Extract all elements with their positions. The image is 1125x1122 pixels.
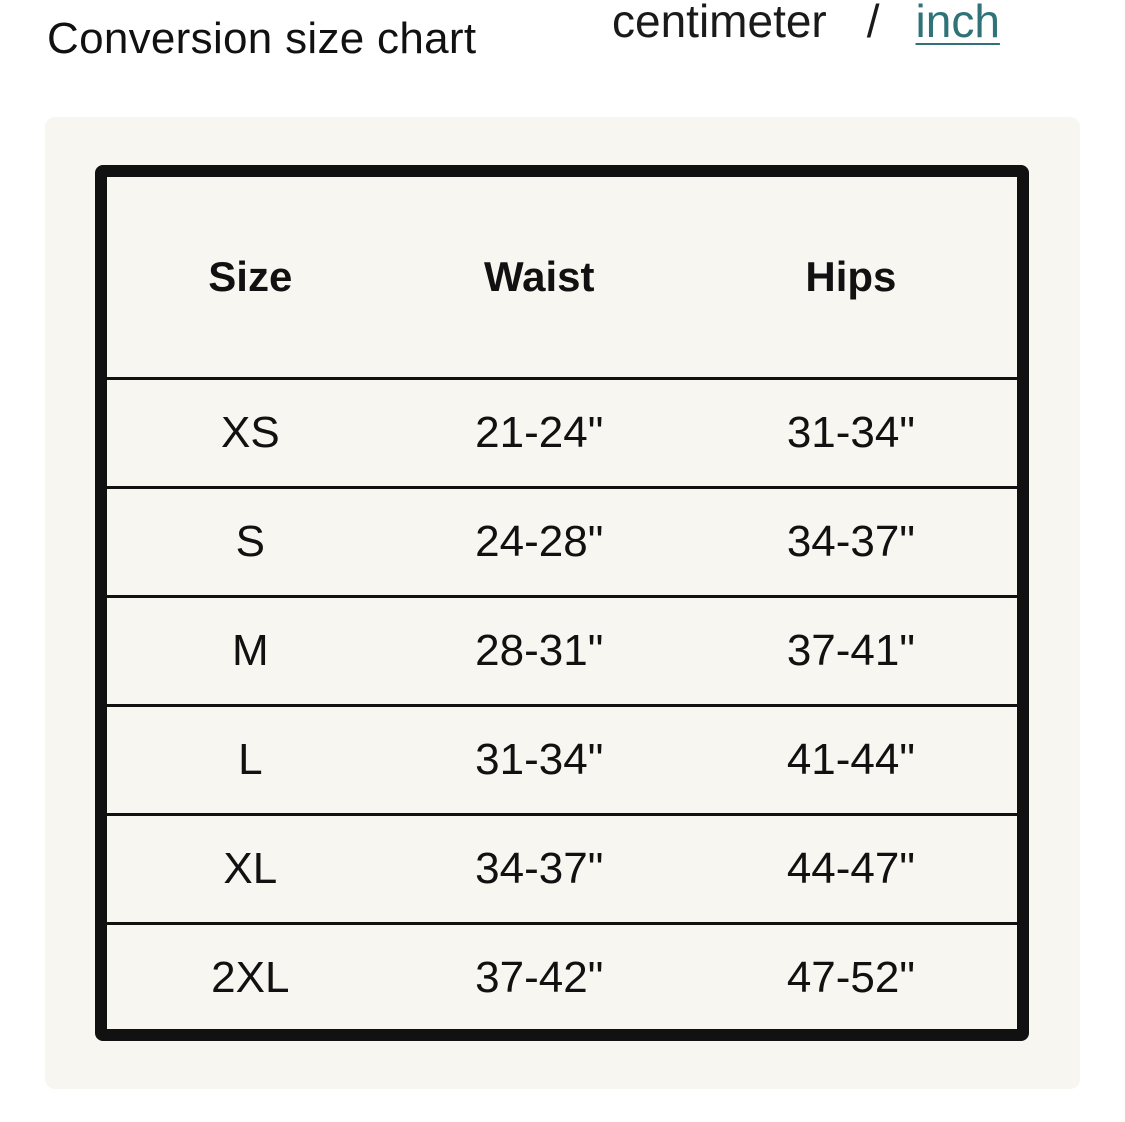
waist-cell: 31-34": [394, 706, 685, 815]
table-row: [107, 815, 1017, 924]
table-row: [107, 379, 1017, 488]
table-row: [107, 706, 1017, 815]
column-header-hips: Hips: [685, 177, 1017, 379]
inch-option-link[interactable]: inch: [915, 0, 1000, 47]
hips-cell: 41-44": [685, 706, 1017, 815]
unit-toggle: [612, 0, 1000, 48]
table-row: [107, 597, 1017, 706]
size-cell: XS: [107, 379, 394, 488]
size-table-frame: [95, 165, 1029, 1041]
waist-cell: 24-28": [394, 488, 685, 597]
hips-cell: 44-47": [685, 815, 1017, 924]
unit-separator: /: [866, 0, 880, 47]
column-header-waist: Waist: [394, 177, 685, 379]
size-cell: L: [107, 706, 394, 815]
size-chart-panel: [45, 117, 1080, 1089]
page-title: Conversion size chart: [47, 14, 477, 63]
table-row: [107, 488, 1017, 597]
size-cell: XL: [107, 815, 394, 924]
waist-cell: 34-37": [394, 815, 685, 924]
table-row: [107, 924, 1017, 1032]
hips-cell: 31-34": [685, 379, 1017, 488]
waist-cell: 28-31": [394, 597, 685, 706]
centimeter-option-link[interactable]: centimeter: [612, 0, 827, 47]
hips-cell: 37-41": [685, 597, 1017, 706]
size-cell: 2XL: [211, 953, 290, 1002]
column-header-size: Size: [107, 177, 394, 379]
size-cell: M: [107, 597, 394, 706]
table-header-row: [107, 177, 1017, 379]
hips-cell: 34-37": [685, 488, 1017, 597]
hips-cell: 47-52": [786, 953, 915, 1002]
size-cell: S: [107, 488, 394, 597]
size-table: [107, 177, 1017, 1031]
waist-cell: 21-24": [394, 379, 685, 488]
waist-cell: 37-42": [475, 953, 604, 1002]
